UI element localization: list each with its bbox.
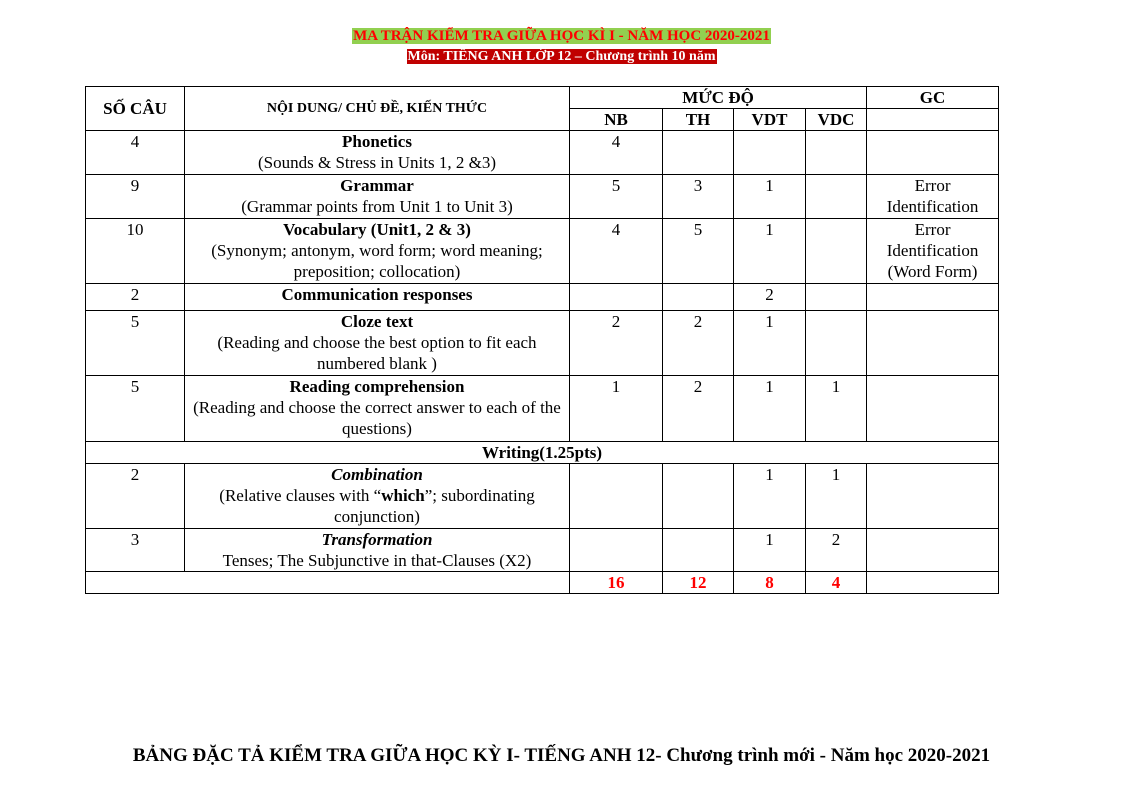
cell-th: 5 bbox=[663, 219, 734, 284]
content-description: (Reading and choose the correct answer to each of the questions) bbox=[193, 398, 561, 438]
table-row bbox=[86, 311, 999, 376]
total-vdt: 8 bbox=[734, 572, 806, 594]
header-noi-dung: NỘI DUNG/ CHỦ ĐỀ, KIẾN THỨC bbox=[185, 87, 570, 131]
cell-so-cau: 3 bbox=[86, 529, 185, 572]
header-so-cau: SỐ CÂU bbox=[86, 87, 185, 131]
cell-th bbox=[663, 284, 734, 311]
cell-content bbox=[185, 284, 570, 311]
cell-vdc bbox=[806, 284, 867, 311]
content-description: (Synonym; antonym, word form; word meaning; preposition; collocation) bbox=[211, 241, 543, 281]
description-prefix: (Relative clauses with “ bbox=[219, 486, 382, 505]
table-row bbox=[86, 131, 999, 175]
header-gc-blank bbox=[867, 109, 999, 131]
content-title: Communication responses bbox=[281, 285, 473, 304]
content-title: Vocabulary (Unit1, 2 & 3) bbox=[283, 220, 471, 239]
cell-vdc bbox=[806, 131, 867, 175]
cell-gc: Error Identification (Word Form) bbox=[867, 219, 999, 284]
cell-gc: Error Identification bbox=[867, 175, 999, 219]
content-description: (Grammar points from Unit 1 to Unit 3) bbox=[241, 197, 513, 216]
header-vdt: VDT bbox=[734, 109, 806, 131]
cell-th bbox=[663, 529, 734, 572]
cell-vdt: 1 bbox=[734, 219, 806, 284]
cell-gc bbox=[867, 311, 999, 376]
table-row bbox=[86, 175, 999, 219]
cell-vdc: 1 bbox=[806, 376, 867, 442]
header-th: TH bbox=[663, 109, 734, 131]
table-row bbox=[86, 464, 999, 529]
cell-vdt: 1 bbox=[734, 376, 806, 442]
cell-nb bbox=[570, 529, 663, 572]
totals-label-blank bbox=[86, 572, 570, 594]
cell-vdc bbox=[806, 311, 867, 376]
cell-vdc bbox=[806, 175, 867, 219]
table-row bbox=[86, 219, 999, 284]
document-title-text: MA TRẬN KIỂM TRA GIỮA HỌC KÌ I - NĂM HỌC 2020-2021 bbox=[353, 28, 770, 44]
cell-vdt bbox=[734, 131, 806, 175]
total-vdc: 4 bbox=[806, 572, 867, 594]
cell-th bbox=[663, 131, 734, 175]
cell-nb: 1 bbox=[570, 376, 663, 442]
cell-so-cau: 5 bbox=[86, 311, 185, 376]
cell-th: 2 bbox=[663, 311, 734, 376]
cell-vdt: 2 bbox=[734, 284, 806, 311]
cell-content bbox=[185, 464, 570, 529]
cell-vdt: 1 bbox=[734, 529, 806, 572]
description-suffix: ”; subordinating conjunction) bbox=[334, 486, 535, 526]
cell-vdc bbox=[806, 219, 867, 284]
cell-so-cau: 10 bbox=[86, 219, 185, 284]
content-description: Tenses; The Subjunctive in that-Clauses (X2) bbox=[222, 551, 532, 570]
content-description: (Reading and choose the best option to fit each numbered blank ) bbox=[217, 333, 537, 373]
exam-matrix-table bbox=[85, 86, 999, 594]
table-row bbox=[86, 529, 999, 572]
content-title: Phonetics bbox=[342, 132, 412, 151]
document-title bbox=[0, 27, 1123, 46]
total-gc-blank bbox=[867, 572, 999, 594]
table-row bbox=[86, 284, 999, 311]
cell-vdc: 2 bbox=[806, 529, 867, 572]
total-nb: 16 bbox=[570, 572, 663, 594]
content-title: Combination bbox=[331, 465, 423, 484]
cell-th bbox=[663, 464, 734, 529]
cell-nb bbox=[570, 464, 663, 529]
document-subtitle-text: Môn: TIẾNG ANH LỚP 12 – Chương trình 10 năm bbox=[407, 49, 716, 64]
cell-content bbox=[185, 529, 570, 572]
section-writing-label: Writing(1.25pts) bbox=[86, 442, 999, 464]
section-row-writing bbox=[86, 442, 999, 464]
description-keyword: which bbox=[381, 486, 425, 505]
cell-so-cau: 5 bbox=[86, 376, 185, 442]
cell-so-cau: 9 bbox=[86, 175, 185, 219]
cell-content bbox=[185, 376, 570, 442]
cell-vdt: 1 bbox=[734, 311, 806, 376]
cell-content bbox=[185, 219, 570, 284]
cell-th: 2 bbox=[663, 376, 734, 442]
table-row bbox=[86, 376, 999, 442]
cell-so-cau: 4 bbox=[86, 131, 185, 175]
cell-vdt: 1 bbox=[734, 175, 806, 219]
cell-content bbox=[185, 131, 570, 175]
header-row-1 bbox=[86, 87, 999, 109]
content-title: Reading comprehension bbox=[289, 377, 465, 396]
header-muc-do: MỨC ĐỘ bbox=[570, 87, 867, 109]
specification-title: BẢNG ĐẶC TẢ KIỂM TRA GIỮA HỌC KỲ I- TIẾNG ANH 12- Chương trình mới - Năm học 2020-2021 bbox=[132, 745, 991, 766]
totals-row bbox=[86, 572, 999, 594]
content-description: (Sounds & Stress in Units 1, 2 &3) bbox=[257, 153, 497, 172]
cell-vdc: 1 bbox=[806, 464, 867, 529]
header-gc: GC bbox=[867, 87, 999, 109]
cell-nb: 4 bbox=[570, 131, 663, 175]
content-title: Grammar bbox=[340, 176, 414, 195]
cell-nb: 2 bbox=[570, 311, 663, 376]
cell-nb: 4 bbox=[570, 219, 663, 284]
cell-gc bbox=[867, 376, 999, 442]
cell-so-cau: 2 bbox=[86, 284, 185, 311]
cell-gc bbox=[867, 284, 999, 311]
cell-nb: 5 bbox=[570, 175, 663, 219]
content-description bbox=[189, 485, 565, 527]
cell-content bbox=[185, 175, 570, 219]
cell-vdt: 1 bbox=[734, 464, 806, 529]
cell-gc bbox=[867, 131, 999, 175]
cell-th: 3 bbox=[663, 175, 734, 219]
cell-gc bbox=[867, 529, 999, 572]
cell-content bbox=[185, 311, 570, 376]
cell-nb bbox=[570, 284, 663, 311]
header-nb: NB bbox=[570, 109, 663, 131]
document-subtitle bbox=[0, 47, 1123, 66]
content-title: Cloze text bbox=[340, 312, 414, 331]
cell-so-cau: 2 bbox=[86, 464, 185, 529]
content-title: Transformation bbox=[321, 530, 433, 549]
cell-gc bbox=[867, 464, 999, 529]
total-th: 12 bbox=[663, 572, 734, 594]
header-vdc: VDC bbox=[806, 109, 867, 131]
